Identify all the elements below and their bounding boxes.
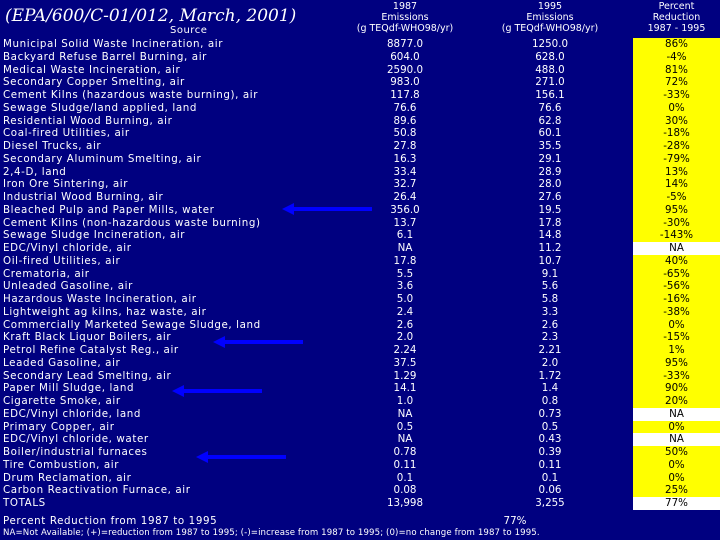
table-row bbox=[0, 191, 720, 204]
summary-label: Percent Reduction from 1987 to 1995 bbox=[3, 515, 218, 527]
row-percent: -79% bbox=[633, 153, 720, 166]
row-source: Lightweight ag kilns, haz waste, air bbox=[3, 305, 207, 318]
left-arrow-icon bbox=[213, 336, 303, 348]
row-1987: 17.8 bbox=[393, 254, 417, 267]
row-1987: NA bbox=[397, 242, 413, 254]
row-percent: -5% bbox=[633, 191, 720, 204]
row-1987: 13,998 bbox=[386, 497, 424, 509]
row-1995: 0.11 bbox=[538, 458, 562, 471]
row-1995: 29.1 bbox=[538, 152, 562, 165]
row-1995: 271.0 bbox=[535, 76, 565, 89]
footnote: NA=Not Available; (+)=reduction from 1987 to 1995; (-)=increase from 1987 to 1995; (0)=no change from 1987 to 1995. bbox=[3, 528, 540, 538]
row-1987: 76.6 bbox=[393, 101, 417, 114]
left-arrow-icon bbox=[172, 385, 262, 397]
row-source: 2,4-D, land bbox=[3, 165, 67, 178]
row-percent: -18% bbox=[633, 127, 720, 140]
row-source: Bleached Pulp and Paper Mills, water bbox=[3, 203, 215, 216]
table-row bbox=[0, 115, 720, 128]
row-percent: NA bbox=[633, 408, 720, 421]
row-1995: 0.39 bbox=[538, 446, 562, 458]
row-1995: 3.3 bbox=[541, 305, 559, 318]
table-row bbox=[0, 76, 720, 89]
row-1995: 5.6 bbox=[541, 280, 559, 293]
row-1987: 26.4 bbox=[393, 191, 417, 203]
row-1987: 2.0 bbox=[396, 331, 414, 344]
row-1987: 983.0 bbox=[390, 76, 420, 89]
row-source: Secondary Lead Smelting, air bbox=[3, 369, 172, 382]
row-percent: NA bbox=[633, 242, 720, 255]
row-percent: NA bbox=[633, 433, 720, 446]
row-percent: -4% bbox=[633, 51, 720, 64]
row-source: Drum Reclamation, air bbox=[3, 471, 132, 484]
table-row bbox=[0, 484, 720, 497]
table-row bbox=[0, 370, 720, 383]
table-row bbox=[0, 293, 720, 306]
row-percent: 0% bbox=[633, 319, 720, 332]
row-source: Crematoria, air bbox=[3, 267, 90, 280]
row-1995: 11.2 bbox=[538, 242, 562, 254]
row-1987: 117.8 bbox=[390, 89, 420, 101]
table-row bbox=[0, 38, 720, 51]
row-percent: 0% bbox=[633, 459, 720, 472]
row-source: Primary Copper, air bbox=[3, 420, 115, 433]
row-1987: 0.5 bbox=[396, 420, 414, 433]
row-percent: -16% bbox=[633, 293, 720, 306]
row-1995: 1.72 bbox=[538, 369, 562, 382]
table-row bbox=[0, 331, 720, 344]
row-1987: 13.7 bbox=[393, 216, 417, 229]
row-source: Sewage Sludge Incineration, air bbox=[3, 229, 186, 242]
table-row bbox=[0, 433, 720, 446]
table-row bbox=[0, 51, 720, 64]
row-1987: 0.78 bbox=[393, 446, 417, 458]
table-row bbox=[0, 497, 720, 510]
row-source: EDC/Vinyl chloride, land bbox=[3, 407, 142, 420]
row-percent: -33% bbox=[633, 370, 720, 383]
row-1987: 5.0 bbox=[396, 293, 414, 305]
row-1987: 2.6 bbox=[396, 318, 414, 331]
table-row bbox=[0, 127, 720, 140]
table-row bbox=[0, 217, 720, 230]
row-source: Secondary Aluminum Smelting, air bbox=[3, 152, 202, 165]
row-1995: 5.8 bbox=[541, 293, 559, 305]
row-1995: 2.0 bbox=[541, 356, 559, 369]
row-1987: 604.0 bbox=[390, 50, 420, 63]
row-source: Cement Kilns (hazardous waste burning), air bbox=[3, 89, 259, 101]
table-row bbox=[0, 64, 720, 77]
row-1995: 2.6 bbox=[541, 318, 559, 331]
row-source: Cement Kilns (non-hazardous waste burning) bbox=[3, 216, 261, 229]
row-1995: 156.1 bbox=[535, 89, 565, 101]
table-row bbox=[0, 102, 720, 115]
row-source: Tire Combustion, air bbox=[3, 458, 120, 471]
header-1987-label: Emissions bbox=[381, 12, 429, 23]
row-source: Iron Ore Sintering, air bbox=[3, 178, 129, 191]
row-source: Petrol Refine Catalyst Reg., air bbox=[3, 344, 179, 356]
row-1987: 0.11 bbox=[393, 458, 417, 471]
row-1995: 0.1 bbox=[541, 471, 559, 484]
row-1995: 0.8 bbox=[541, 395, 559, 407]
row-1987: 89.6 bbox=[393, 114, 417, 127]
header-1995-label: Emissions bbox=[526, 12, 574, 23]
row-1987: 5.5 bbox=[396, 267, 414, 280]
row-1987: 14.1 bbox=[393, 382, 417, 395]
table-header bbox=[0, 0, 720, 38]
row-source: Sewage Sludge/land applied, land bbox=[3, 101, 198, 114]
row-1987: 50.8 bbox=[393, 127, 417, 140]
row-1995: 1.4 bbox=[541, 382, 559, 395]
row-1995: 0.73 bbox=[538, 407, 562, 420]
table-row bbox=[0, 472, 720, 485]
row-source: Industrial Wood Burning, air bbox=[3, 191, 164, 203]
row-percent: -15% bbox=[633, 331, 720, 344]
row-1987: 3.6 bbox=[396, 280, 414, 293]
row-1987: 6.1 bbox=[396, 229, 414, 242]
row-1995: 488.0 bbox=[535, 63, 565, 76]
row-source: Diesel Trucks, air bbox=[3, 140, 102, 152]
row-source: Unleaded Gasoline, air bbox=[3, 280, 133, 293]
row-percent: 40% bbox=[633, 255, 720, 268]
row-percent: 1% bbox=[633, 344, 720, 357]
table-row bbox=[0, 319, 720, 332]
row-source: Leaded Gasoline, air bbox=[3, 356, 121, 369]
row-source: Boiler/industrial furnaces bbox=[3, 446, 148, 458]
table-row bbox=[0, 382, 720, 395]
row-percent: -38% bbox=[633, 306, 720, 319]
header-percent bbox=[633, 1, 720, 34]
row-1995: 19.5 bbox=[538, 203, 562, 216]
table-row bbox=[0, 408, 720, 421]
row-source: Backyard Refuse Barrel Burning, air bbox=[3, 50, 207, 63]
header-1987 bbox=[340, 1, 470, 34]
table-row bbox=[0, 242, 720, 255]
row-percent: 0% bbox=[633, 472, 720, 485]
row-1995: 60.1 bbox=[538, 127, 562, 140]
row-source: Commercially Marketed Sewage Sludge, land bbox=[3, 318, 261, 331]
row-1987: 32.7 bbox=[393, 178, 417, 191]
row-percent: 95% bbox=[633, 357, 720, 370]
row-1995: 14.8 bbox=[538, 229, 562, 242]
row-1995: 3,255 bbox=[535, 497, 565, 509]
row-percent: -56% bbox=[633, 280, 720, 293]
header-1987-year: 1987 bbox=[392, 1, 418, 12]
row-source: Residential Wood Burning, air bbox=[3, 114, 173, 127]
emissions-table bbox=[0, 38, 720, 510]
row-1987: 356.0 bbox=[390, 203, 420, 216]
header-1995-year: 1995 bbox=[537, 1, 563, 12]
header-1995-unit: (g TEQdf-WHO98/yr) bbox=[501, 23, 599, 34]
row-source: Hazardous Waste Incineration, air bbox=[3, 293, 197, 305]
row-source: Coal-fired Utilities, air bbox=[3, 127, 130, 140]
row-1995: 2.21 bbox=[538, 344, 562, 356]
table-row bbox=[0, 166, 720, 179]
header-source: Source bbox=[170, 25, 208, 36]
row-1995: 35.5 bbox=[538, 140, 562, 152]
row-1987: 0.08 bbox=[393, 484, 417, 497]
row-percent: -30% bbox=[633, 217, 720, 230]
citation: (EPA/600/C-01/012, March, 2001) bbox=[5, 6, 297, 26]
row-percent: 90% bbox=[633, 382, 720, 395]
summary-value: 77% bbox=[503, 515, 527, 527]
row-percent: 86% bbox=[633, 38, 720, 51]
row-1995: 27.6 bbox=[538, 191, 562, 203]
row-percent: 50% bbox=[633, 446, 720, 459]
row-percent: 0% bbox=[633, 102, 720, 115]
row-1995: 0.06 bbox=[538, 484, 562, 497]
row-percent: -143% bbox=[633, 229, 720, 242]
row-percent: 72% bbox=[633, 76, 720, 89]
row-1987: 1.0 bbox=[396, 395, 414, 407]
row-percent: 13% bbox=[633, 166, 720, 179]
header-percent-title: Percent bbox=[658, 1, 695, 12]
row-1995: 628.0 bbox=[535, 50, 565, 63]
row-1987: 2.4 bbox=[396, 305, 414, 318]
summary-row bbox=[0, 515, 720, 527]
row-source: Municipal Solid Waste Incineration, air bbox=[3, 38, 224, 50]
row-percent: -33% bbox=[633, 89, 720, 102]
row-1995: 28.9 bbox=[538, 165, 562, 178]
table-row bbox=[0, 255, 720, 268]
table-row bbox=[0, 459, 720, 472]
row-1987: 1.29 bbox=[393, 369, 417, 382]
row-source: EDC/Vinyl chloride, water bbox=[3, 433, 149, 446]
row-percent: -65% bbox=[633, 268, 720, 281]
row-1995: 17.8 bbox=[538, 216, 562, 229]
row-source: Medical Waste Incineration, air bbox=[3, 63, 181, 76]
row-percent: 0% bbox=[633, 421, 720, 434]
row-percent: 95% bbox=[633, 204, 720, 217]
header-percent-label: Reduction bbox=[652, 12, 701, 23]
left-arrow-icon bbox=[282, 203, 372, 215]
row-percent: 14% bbox=[633, 178, 720, 191]
header-1987-unit: (g TEQdf-WHO98/yr) bbox=[356, 23, 454, 34]
table-row bbox=[0, 280, 720, 293]
row-source: Secondary Copper Smelting, air bbox=[3, 76, 185, 89]
table-row bbox=[0, 140, 720, 153]
row-1995: 9.1 bbox=[541, 267, 559, 280]
row-1995: 1250.0 bbox=[531, 38, 569, 50]
row-1995: 0.5 bbox=[541, 420, 559, 433]
row-1987: 27.8 bbox=[393, 140, 417, 152]
row-percent: 30% bbox=[633, 115, 720, 128]
row-1995: 76.6 bbox=[538, 101, 562, 114]
row-1987: 37.5 bbox=[393, 356, 417, 369]
table-row bbox=[0, 306, 720, 319]
header-percent-range: 1987 - 1995 bbox=[647, 23, 706, 34]
row-1987: 0.1 bbox=[396, 471, 414, 484]
table-row bbox=[0, 229, 720, 242]
row-percent: 81% bbox=[633, 64, 720, 77]
header-1995 bbox=[470, 1, 630, 34]
row-source: Cigarette Smoke, air bbox=[3, 395, 121, 407]
row-1995: 0.43 bbox=[538, 433, 562, 446]
left-arrow-icon bbox=[196, 451, 286, 463]
row-source: Carbon Reactivation Furnace, air bbox=[3, 484, 191, 497]
row-source: Oil-fired Utilities, air bbox=[3, 254, 121, 267]
table-row bbox=[0, 357, 720, 370]
row-source: EDC/Vinyl chloride, air bbox=[3, 242, 132, 254]
row-1987: NA bbox=[397, 407, 413, 420]
row-1987: 16.3 bbox=[393, 152, 417, 165]
row-source: TOTALS bbox=[3, 497, 46, 509]
row-percent: 20% bbox=[633, 395, 720, 408]
table-row bbox=[0, 89, 720, 102]
row-1987: 2590.0 bbox=[386, 63, 424, 76]
row-1987: 33.4 bbox=[393, 165, 417, 178]
row-source: Paper Mill Sludge, land bbox=[3, 382, 135, 395]
row-1995: 2.3 bbox=[541, 331, 559, 344]
row-1987: 2.24 bbox=[393, 344, 417, 356]
table-row bbox=[0, 344, 720, 357]
row-1995: 10.7 bbox=[538, 254, 562, 267]
table-row bbox=[0, 421, 720, 434]
row-1987: 8877.0 bbox=[386, 38, 424, 50]
row-percent: 25% bbox=[633, 484, 720, 497]
table-row bbox=[0, 268, 720, 281]
row-1995: 28.0 bbox=[538, 178, 562, 191]
table-row bbox=[0, 153, 720, 166]
row-percent: -28% bbox=[633, 140, 720, 153]
table-row bbox=[0, 395, 720, 408]
row-1995: 62.8 bbox=[538, 114, 562, 127]
row-source: Kraft Black Liquor Boilers, air bbox=[3, 331, 172, 344]
table-row bbox=[0, 446, 720, 459]
table-row bbox=[0, 178, 720, 191]
row-1987: NA bbox=[397, 433, 413, 446]
row-percent: 77% bbox=[633, 497, 720, 510]
